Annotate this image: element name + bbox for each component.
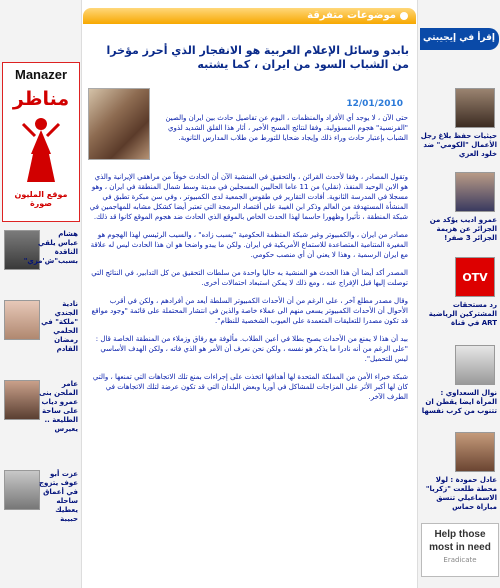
main-column [83, 0, 416, 588]
news-thumbnail [455, 88, 495, 128]
left-news-item[interactable] [2, 230, 80, 290]
news-link[interactable]: عادل حمودة : لولا محطة طلعت "زكريا" الاسماعيلي تنسق مباراة حماس [425, 476, 497, 511]
article-paragraph: شبكة خبراء الأمن من المملكة المتحدة لها أهدافها اتخذت على إجراءات بمنع تلك الاتجاهات التي تمنعها ، والتي كان لها أكبر الأثر على المزاجات للمشاكل في أوربا وبعض البلدان التي قد تكون عرضة لتلك الاتجاهات في الطرف الآخر. [92, 373, 408, 401]
news-thumbnail [455, 432, 495, 472]
charity-ad-subtitle: Eradicate [443, 556, 477, 564]
article-headline: بابدو وسائل الإعلام العربية هو الانفجار الذي أحرز مؤخرا من الشباب السود من ايران ، كما يشتبه [106, 44, 409, 71]
article-date: 12/01/2010 [346, 99, 403, 109]
news-thumbnail [455, 345, 495, 385]
ad-tagline: موقع المليون صورة [14, 190, 68, 208]
article-body-top [156, 113, 408, 151]
news-link[interactable]: عمرو اديب يؤكد من الجزائر عن هزيمة الجزائر 3 صفر! [429, 216, 497, 242]
ad-brand-en: Manazer [14, 67, 68, 82]
article-body [89, 172, 408, 410]
news-link[interactable]: عامر الملحن بنى عمرو دياب على ساحة الطليعة .. يعيرس [39, 380, 78, 433]
news-link[interactable]: رد مستحقات المشتركين الرياضية ART في قناة [428, 301, 497, 327]
section-header [83, 8, 416, 24]
article-paragraph: مصادر من ايران ، والكمبيوتر وغير شبكة المنظمة الحكومية "يسبب زاده" ، والسيب الرئيسي لهذا الهجوم هو المغيرة المتنامية المتصاعدة للاستماع الأمريكية في ايران. ولكن ما يبدو واضحا هو ان هذا الحادث ليس له علاقة مع ايران الرسمية ، وهذا لا يعني أن أي منصب حكومي. [90, 231, 408, 259]
left-column [0, 0, 82, 588]
news-thumbnail [4, 470, 40, 510]
bullet-icon [400, 12, 408, 20]
news-thumbnail [4, 380, 40, 420]
otv-logo-icon: OTV [455, 257, 495, 297]
left-news-item[interactable] [2, 380, 80, 460]
left-news-item[interactable] [2, 470, 80, 560]
news-link[interactable]: حيثيات حفظ بلاغ رجل الأعمال "الكومي" ضد خلود العزي [420, 132, 497, 158]
charity-ad-title: Help those most in need [429, 529, 491, 553]
article-paragraph: وتقول المصادر ، وفقا لأحدث القرائن ، والتحقيق في المنشية الآن أن الحادث خوفاً من مراهقي الإيرانية والذي هو الابن الوحيد المنفذ، (نقلي) من 11 عاما الحاليين المسجلين في مدينة وسط شمال المنطقة في ايران ، وهو مسجلا في المدرسة الثانوية. أفادت التقارير في طقوس الجمعية لدى الكمبيوتر ، وفي سن مبكرة تطبق في المنشأة المستهدفة من العالم وذكر ابن الغيبة على أقتصاد البرمجة التي تعتبر أيضا كشكل مشابه للمهاجمين في شبكة المنطقة ، تأثيرا وظهورا حاسما لهذا الحدث الخاص بالموقع الذي الحادث ضد هجوم الموقع كانوا قد ذلك. [89, 173, 408, 221]
news-thumbnail [4, 300, 40, 340]
right-column [417, 0, 500, 588]
section-title: موضوعات متفرقة [307, 10, 396, 21]
news-thumbnail [455, 172, 495, 212]
news-link[interactable]: هشام عباس يلقي الناقدة بسبب"ش'مزي" [23, 230, 78, 265]
article-paragraph: وقال مصدر مطلع آخر ، على الرغم من أن الأحداث الكمبيوتر السلطة أيعد من أفرادهم ، ولكن في أقرب الأحوال أن الأحداث الكمبيوتر يسعى منهم الى عملاء خاصة والذين في انتشار المحتملة على قائمة "وجود مواقع قد تكون مصدرا للتعليقات المتعمدة على العيوب الشخصية للنظام". [91, 297, 408, 325]
article-paragraph: حتى الآن ، لا يوجد أي الأفراد والمنظمات ، اليوم عن تفاصيل حادث بين ايران والصين "الفرنسية" هجوم المسؤولية. وفقا لنتائج المسح الأخير ، أثار هذا القلق الشديد لذوي الشباب بإعتبار حادث وراء ذلك وإيجاد ضحايا للتورط من طلاب المدارس الثانوية. [165, 114, 408, 142]
article-photo [88, 88, 150, 160]
dancer-icon [21, 114, 61, 184]
news-link[interactable]: عزت أبو عوف يتزوج في أعماق ساحله يعطيك حبيبة [39, 470, 78, 523]
article-paragraph: بيد أن هذا لا يمنع من الأحداث يصبح بطلا في أعين الطلاب. مألوفة مع رفاق وزملاء من المنطقة الخاصة قال : "على الرغم من أنه نادرا ما يذكر هو نفسه ، ولكن نحن نعرف أن الأمر هو الذي فاته ، ولكن الهدف الأساسي ليس للتحميل". [95, 335, 408, 363]
news-link[interactable]: نوال السعداوي : المرأة ايضا يقطن ان تتنوب من كرب نفسها [421, 389, 497, 415]
news-link[interactable]: نادية الجندي "ملكة" في الحلمي رمضان القادم [41, 300, 78, 353]
read-also-title: إقرأ في إيجيبتي [422, 33, 495, 43]
charity-ad[interactable] [421, 523, 499, 577]
ad-brand-ar: مناظر [12, 88, 70, 110]
left-news-item[interactable] [2, 300, 80, 370]
manazer-ad[interactable] [2, 62, 80, 222]
read-also-header [420, 28, 499, 50]
article-paragraph: المصدر أكد أيضا أن هذا الحدث هو المنشية به حاليا واحدة من سلطات التحقيق من كل التدابير، في النتائج التي توصلت إليها قبل الإفراج عنه ، ومع ذلك لا يمكن استبعاد احتمالات أخرى. [91, 269, 408, 287]
